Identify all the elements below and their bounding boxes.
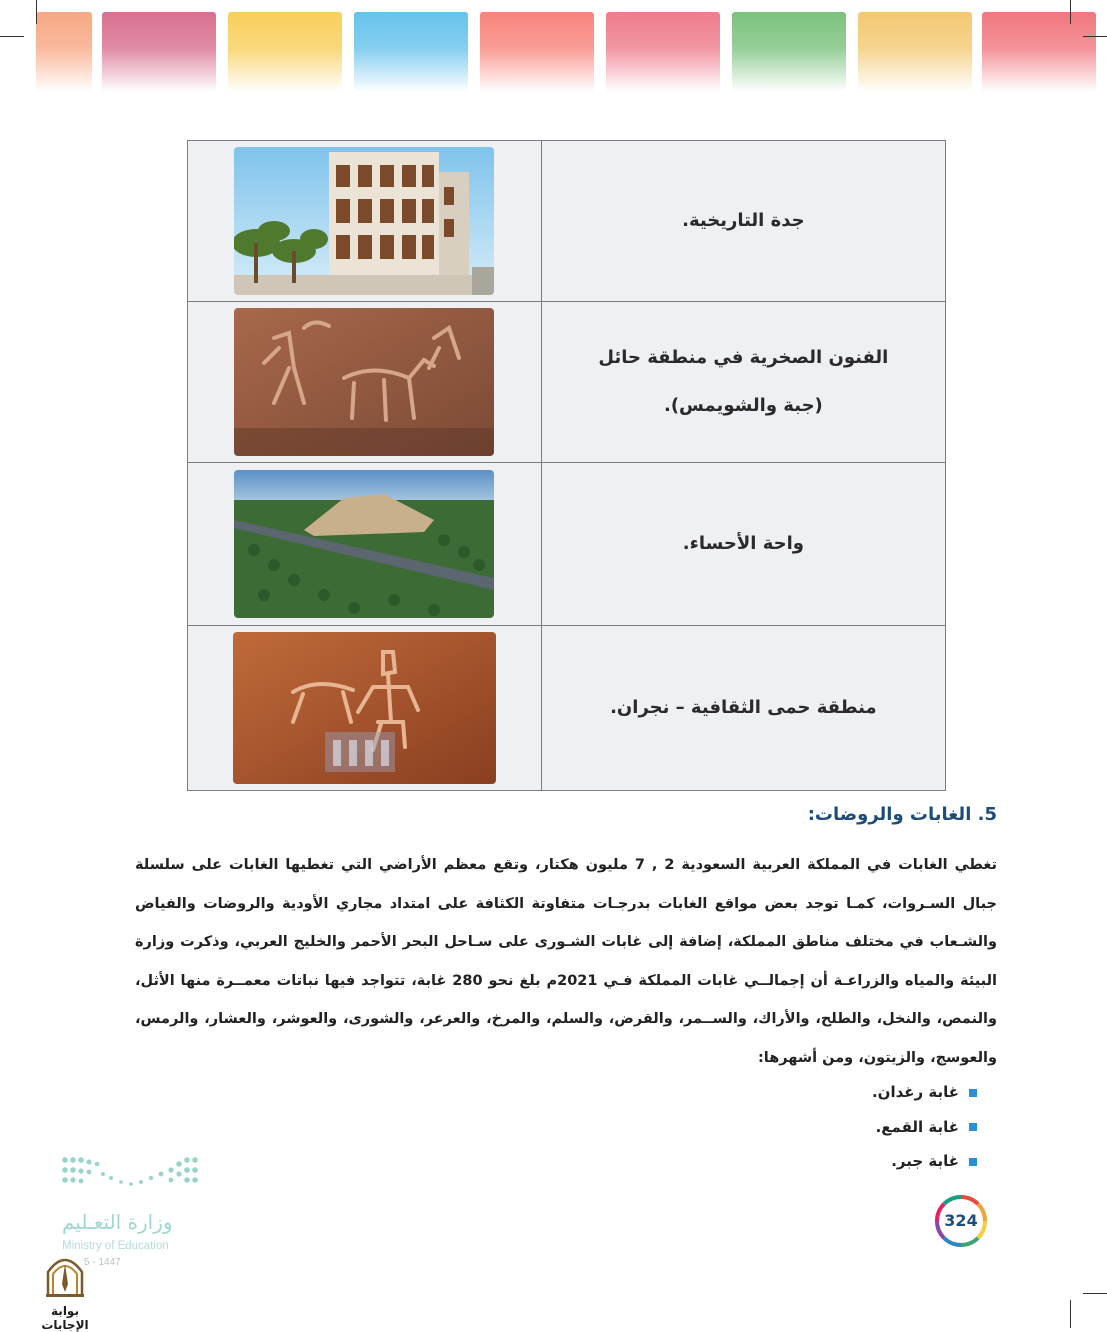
site-image-cell xyxy=(188,302,542,463)
alahsa-oasis-photo xyxy=(234,470,494,618)
portal-name: بوابة الإجابات xyxy=(41,1304,89,1332)
color-tabs xyxy=(36,12,1096,92)
edition-year: 5 - 1447 xyxy=(84,1257,121,1268)
page-number: 324 xyxy=(944,1211,978,1230)
table-row xyxy=(188,302,946,463)
square-bullet-icon xyxy=(969,1089,977,1097)
page-number-badge xyxy=(933,1193,989,1249)
forests-paragraph: تغطي الغابات في المملكة العربية السعودية 2 , 7 مليون هكتار، وتقع معظم الأراضي التي تغطيها الغابات على سلسلة جبال السـروات، كمـا توجد بعض مواقع الغابات بدرجـات متفاوتة الكثافة على امتداد مجاري الأودية والروضات والفياض والشـعاب في مختلف مناطق المملكة، إضافة إلى غابات الشـورى على سـاحل البحر الأحمر والخليج العربي، وذكرت وزارة البيئة والمياه والزراعـة أن إجمالــي غابات المملكة فـي 2021م بلغ نحو 280 غابة، تتواجد فيها نباتات معمــرة منها الأثل، والنمص، والنخل، والطلح، والأراك، والســمر، والقرض، والسلم، والمرخ، والعرعر، والشورى، والعوشر، والعشار، والرمس، والعوسج، والزيتون، ومن أشهرها: xyxy=(135,857,997,1066)
list-item xyxy=(872,1144,977,1179)
square-bullet-icon xyxy=(969,1158,977,1166)
crop-mark xyxy=(1070,1300,1071,1328)
color-tab xyxy=(228,12,342,92)
ministry-name-en: Ministry of Education xyxy=(62,1240,169,1252)
color-tab xyxy=(732,12,846,92)
ministry-dots-logo-icon xyxy=(55,1150,205,1200)
color-tab xyxy=(36,12,92,92)
crop-mark xyxy=(1083,36,1107,37)
heritage-sites-table xyxy=(187,140,946,791)
site-name: منطقة حمى الثقافية – نجران. xyxy=(610,697,877,718)
forest-name: غابة جبر. xyxy=(891,1152,959,1170)
historic-jeddah-building-photo xyxy=(234,147,494,295)
site-image-cell xyxy=(188,141,542,302)
site-name: الفنون الصخرية في منطقة حائل xyxy=(598,347,889,368)
color-tab xyxy=(354,12,468,92)
color-tab xyxy=(480,12,594,92)
ministry-name-ar: وزارة التعـليم xyxy=(62,1210,173,1234)
forest-name: غابة رغدان. xyxy=(871,1083,959,1101)
site-name: واحة الأحساء. xyxy=(682,533,804,554)
crop-mark xyxy=(36,0,37,24)
site-name-cell xyxy=(541,302,945,463)
hima-najran-rock-art-photo xyxy=(233,632,496,784)
table-row xyxy=(188,141,946,302)
forests-list xyxy=(872,1075,977,1179)
answers-portal-logo xyxy=(28,1254,102,1332)
color-tab xyxy=(858,12,972,92)
crop-mark xyxy=(0,36,24,37)
crop-mark xyxy=(1083,1293,1107,1294)
list-item xyxy=(872,1075,977,1110)
site-name-cell xyxy=(541,141,945,302)
ministry-logo xyxy=(55,1150,215,1204)
site-image-cell xyxy=(188,626,542,791)
site-image-cell xyxy=(188,463,542,626)
table-row xyxy=(188,626,946,791)
list-item xyxy=(872,1110,977,1145)
site-name-cell xyxy=(541,626,945,791)
section-heading: 5. الغابات والروضات: xyxy=(807,804,997,825)
color-tab xyxy=(606,12,720,92)
forest-name: غابة القمع. xyxy=(875,1117,959,1136)
site-name-cell xyxy=(541,463,945,626)
color-tab xyxy=(102,12,216,92)
table-row xyxy=(188,463,946,626)
mosque-arch-icon xyxy=(44,1254,86,1298)
site-name-line2: (جبة والشويمس). xyxy=(663,395,823,416)
square-bullet-icon xyxy=(969,1123,977,1131)
hail-rock-art-photo xyxy=(234,308,494,456)
crop-mark xyxy=(1070,0,1071,24)
site-name: جدة التاريخية. xyxy=(682,210,805,231)
color-tab xyxy=(982,12,1096,92)
